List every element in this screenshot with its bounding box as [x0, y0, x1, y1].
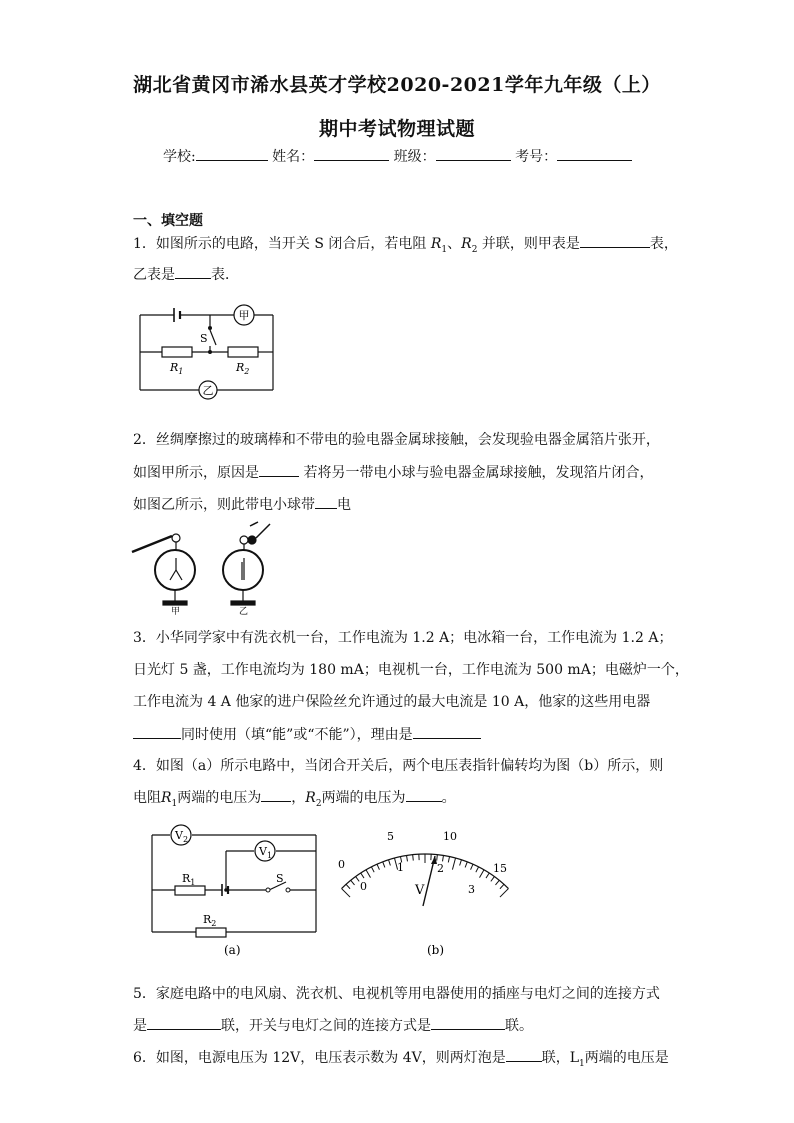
number-field[interactable] — [557, 148, 632, 161]
q4-r1: R — [161, 790, 172, 806]
dial-tick — [460, 860, 462, 866]
outer-scale-15: 15 — [493, 862, 507, 875]
dial-tick — [448, 857, 449, 863]
q1-line1 — [133, 235, 678, 258]
q5-text-a: 是 — [133, 1018, 147, 1034]
fig-a-switch-label: S — [276, 872, 284, 885]
q1-r2: R — [461, 236, 472, 252]
q1-circuit-diagram — [130, 300, 290, 405]
inner-scale-1: 1 — [397, 861, 404, 874]
dial-tick — [413, 855, 414, 861]
switch-label: S — [200, 332, 208, 345]
q4-line1: 4．如图（a）所示电路中，当闭合开关后，两个电压表指针偏转均为图（b）所示，则 — [133, 758, 664, 774]
v1-label: $V_1$ — [259, 845, 273, 860]
fig-a-r1-label: $R_1$ — [182, 872, 196, 887]
q1-text-e: 表． — [211, 267, 239, 283]
inner-scale-2: 2 — [437, 862, 444, 875]
page-title: 湖北省黄冈市浠水县英才学校2020-2021学年九年级（上） — [133, 74, 661, 96]
q2-blank-1[interactable] — [259, 464, 299, 477]
v2-label: $V_2$ — [175, 829, 189, 844]
q4-blank-1[interactable] — [261, 789, 291, 802]
q4-r2: R — [305, 790, 316, 806]
outer-scale-10: 10 — [443, 830, 457, 843]
dial-tick — [371, 867, 374, 872]
name-field[interactable] — [314, 148, 389, 161]
dial-tick — [361, 873, 364, 878]
q1-r1: R — [430, 236, 442, 252]
q1-line2 — [133, 266, 239, 283]
q5-blank-1[interactable] — [147, 1017, 221, 1030]
meter-yi-label: 乙 — [202, 384, 214, 397]
electroscope-a-label: 甲 — [171, 607, 181, 617]
dial-tick — [465, 862, 467, 868]
class-field[interactable] — [436, 148, 511, 161]
dial-tick — [437, 855, 438, 861]
fig-a-caption: (a) — [224, 943, 241, 957]
q2-text-c: 如图乙所示，则此带电小球带 — [133, 497, 315, 513]
dial-tick — [491, 877, 495, 882]
school-label: 学校: — [163, 149, 196, 165]
q1-text-a: 1．如图所示的电路，当开关 S 闭合后，若电阻 — [133, 236, 427, 252]
q1-r1-sub: 1 — [441, 244, 448, 255]
q1-r2-sub: 2 — [471, 244, 478, 255]
q6-text-a: 6．如图，电源电压为 12V，电压表示数为 4V，则两灯泡是 — [133, 1050, 506, 1066]
dial-tick — [351, 880, 355, 885]
q5-blank-2[interactable] — [431, 1017, 505, 1030]
q4-text-a: 电阻 — [133, 790, 161, 806]
q6-line1 — [133, 1049, 669, 1072]
q4-r1-sub: 1 — [171, 798, 178, 809]
q2-blank-2[interactable] — [315, 496, 337, 509]
q4-r2-sub: 2 — [315, 798, 322, 809]
dial-tick — [377, 864, 379, 869]
q4-line2 — [133, 789, 456, 812]
fig-a-r2-label: $R_2$ — [203, 913, 217, 928]
q1-blank-2[interactable] — [175, 266, 211, 279]
dial-tick — [500, 884, 504, 888]
r1-label: $R_1$ — [170, 361, 184, 376]
dial-tick — [443, 855, 444, 861]
dial-tick — [342, 889, 350, 897]
q1-text-c: 表， — [649, 236, 678, 252]
q5-line2 — [133, 1017, 533, 1034]
dial-tick — [480, 870, 485, 878]
q1-blank-1[interactable] — [580, 235, 650, 248]
fig-b-caption: (b) — [427, 943, 445, 957]
outer-scale-5: 5 — [387, 830, 394, 843]
q6-sub: 1 — [579, 1058, 585, 1069]
q2-text-a: 如图甲所示，原因是 — [133, 465, 259, 481]
dial-tick — [452, 858, 455, 870]
dial-tick — [500, 889, 508, 897]
dial-tick — [389, 860, 391, 866]
q2-line3 — [133, 496, 351, 513]
dial-tick — [476, 867, 479, 872]
q4-text-c: ， — [291, 790, 306, 806]
page-subtitle: 期中考试物理试题 — [318, 118, 475, 140]
q3-blank-2[interactable] — [413, 726, 481, 739]
inner-scale-3: 3 — [468, 883, 475, 896]
q6-text-b: 联，L — [541, 1050, 580, 1066]
q2-line1: 2．丝绸摩擦过的玻璃棒和不带电的验电器金属球接触，会发现验电器金属箔片张开， — [133, 432, 660, 448]
q3-line2: 日光灯 5 盏，工作电流均为 180 mA；电视机一台，工作电流为 500 mA；电磁炉一个， — [133, 662, 689, 678]
q1-text-d: 乙表是 — [133, 267, 175, 283]
meter-jia-label: 甲 — [238, 309, 250, 322]
q2-electroscope-figure — [130, 522, 280, 617]
q3-blank-1[interactable] — [133, 726, 181, 739]
q6-blank-1[interactable] — [506, 1049, 542, 1062]
dial-tick — [471, 864, 473, 869]
q3-line3: 工作电流为 4 A 他家的进户保险丝允许通过的最大电流是 10 A，他家的这些用电器 — [133, 694, 651, 710]
q4-text-b: 两端的电压为 — [177, 790, 262, 806]
electroscope-b-label: 乙 — [239, 607, 249, 617]
q3-text-a: 同时使用（填“能”或“不能”），理由是 — [181, 727, 413, 743]
q3-line4 — [133, 726, 481, 743]
q1-sep: 、 — [447, 236, 462, 252]
q2-line2 — [133, 464, 653, 481]
q4-text-d: 两端的电压为 — [321, 790, 406, 806]
q4-blank-2[interactable] — [406, 789, 442, 802]
q5-text-c: 联。 — [505, 1018, 533, 1034]
r2-label: $R_2$ — [236, 361, 250, 376]
q4-voltmeter-dial — [335, 822, 515, 960]
dial-tick — [366, 870, 371, 878]
name-label: 姓名： — [272, 149, 315, 165]
dial-tick — [346, 884, 350, 888]
dial-tick — [383, 862, 385, 868]
q2-text-d: 电 — [337, 497, 351, 513]
inner-scale-0: 0 — [360, 880, 367, 893]
switch-pivot — [208, 326, 212, 330]
q6-text-c: 两端的电压是 — [584, 1050, 669, 1066]
q5-text-b: 联，开关与电灯之间的连接方式是 — [221, 1018, 431, 1034]
dial-tick — [356, 877, 360, 882]
q2-text-b: 若将另一带电小球与验电器金属球接触，发现箔片闭合， — [303, 465, 654, 481]
q4-circuit-diagram — [148, 820, 323, 960]
dial-tick — [495, 880, 499, 885]
section-title: 一、填空题 — [133, 213, 203, 229]
dial-tick — [486, 873, 489, 878]
q4-text-e: 。 — [441, 790, 456, 806]
outer-scale-0: 0 — [338, 858, 345, 871]
q5-line1: 5．家庭电路中的电风扇、洗衣机、电视机等用电器使用的插座与电灯之间的连接方式 — [133, 986, 660, 1002]
q1-text-b: 并联，则甲表是 — [481, 236, 580, 252]
dial-tick — [407, 855, 408, 861]
student-info-row — [163, 146, 632, 166]
q3-line1: 3．小华同学家中有洗衣机一台，工作电流为 1.2 A；电冰箱一台，工作电流为 1.2 A； — [133, 630, 673, 646]
number-label: 考号： — [515, 149, 558, 165]
class-label: 班级： — [393, 149, 436, 165]
school-field[interactable] — [196, 148, 268, 161]
dial-unit: V — [415, 883, 425, 898]
